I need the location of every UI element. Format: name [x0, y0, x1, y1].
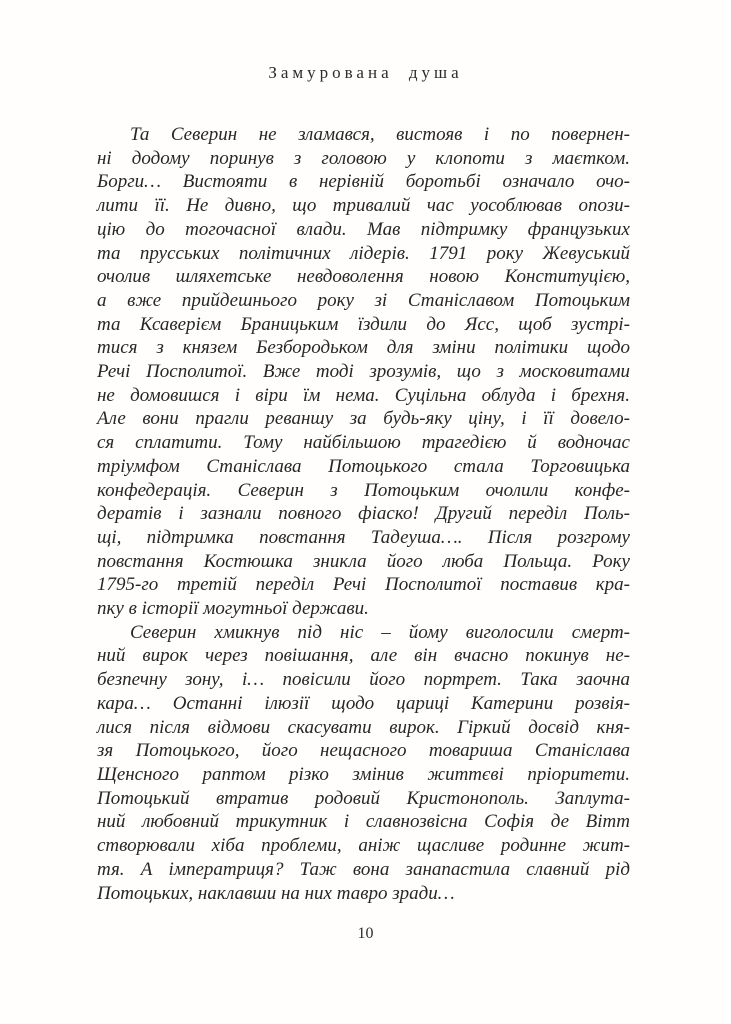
text-line: безпечну зону, і… повісили його портрет. Така заочна: [97, 669, 630, 691]
text-line: 1795-го третій переділ Речі Посполитої поставив кра-: [97, 574, 630, 596]
text-line: а вже прийдешнього року зі Станіславом Потоцьким: [97, 289, 630, 311]
text-line: Борги… Вистояти в нерівній боротьбі означало очо-: [97, 171, 630, 193]
text-line: лити її. Не дивно, що тривалий час уособлював опози-: [97, 195, 630, 217]
text-line: пку в історії могутньої держави.: [97, 598, 369, 620]
text-line: конфедерація. Северин з Потоцьким очолили конфе-: [97, 479, 630, 501]
body-text: [97, 123, 630, 905]
text-line: Северин хмикнув під ніс – йому виголосили смерт-: [130, 621, 630, 643]
text-line: очолив шляхетське невдоволення новою Конституцією,: [97, 266, 630, 288]
text-line: Але вони прагли реваншу за будь-яку ціну, і її довело-: [97, 408, 630, 430]
paragraph: [97, 621, 630, 905]
text-line: лися після відмови скасувати вирок. Гіркий досвід кня-: [97, 716, 630, 738]
text-line: зя Потоцького, його нещасного товариша Станіслава: [97, 740, 630, 762]
running-header: Замурована душа: [268, 63, 463, 82]
text-line: створювали хіба проблеми, аніж щасливе родинне жит-: [97, 835, 630, 857]
text-line: тя. А імператриця? Таж вона занапастила славний рід: [97, 858, 630, 880]
text-line: Речі Посполитої. Вже тоді зрозумів, що з московитами: [97, 361, 630, 383]
text-line: кара… Останні ілюзії щодо цариці Катерини розвія-: [97, 692, 630, 714]
text-line: щі, підтримка повстання Тадеуша…. Після розгрому: [97, 526, 630, 548]
text-line: тися з князем Безбородьком для зміни політики щодо: [97, 337, 630, 359]
text-line: ний любовний трикутник і славнозвісна Софія де Вітт: [97, 811, 630, 833]
text-line: ний вирок через повішання, але він вчасно покинув не-: [97, 645, 630, 667]
text-line: Та Северин не зламався, вистояв і по повернен-: [130, 124, 630, 145]
page-number: 10: [357, 925, 374, 942]
text-line: ні додому поринув з головою у клопоти з маєтком.: [97, 147, 630, 169]
text-line: Потоцький втратив родовий Кристонополь. Заплута-: [97, 787, 630, 809]
text-line: тріумфом Станіслава Потоцького стала Торговицька: [97, 455, 630, 477]
text-line: не домовишся і віри їм нема. Суцільна облуда і брехня.: [97, 384, 630, 406]
text-line: та Ксаверієм Браницьким їздили до Ясс, щоб зустрі-: [97, 313, 630, 335]
text-line: цію до тогочасної влади. Мав підтримку французьких: [97, 218, 630, 240]
text-line: дератів і зазнали повного фіаско! Другий переділ Поль-: [97, 503, 630, 525]
text-line: Щенсного раптом різко змінив життєві пріоритети.: [97, 763, 630, 785]
text-line: повстання Костюшка зникла його люба Польща. Року: [97, 550, 630, 572]
text-line: ся сплатити. Тому найбільшою трагедією й водночас: [97, 432, 630, 454]
paragraph: [97, 123, 630, 621]
text-line: та прусських політичних лідерів. 1791 року Жевуський: [97, 242, 630, 264]
text-line: Потоцьких, наклавши на них тавро зради…: [97, 882, 455, 904]
